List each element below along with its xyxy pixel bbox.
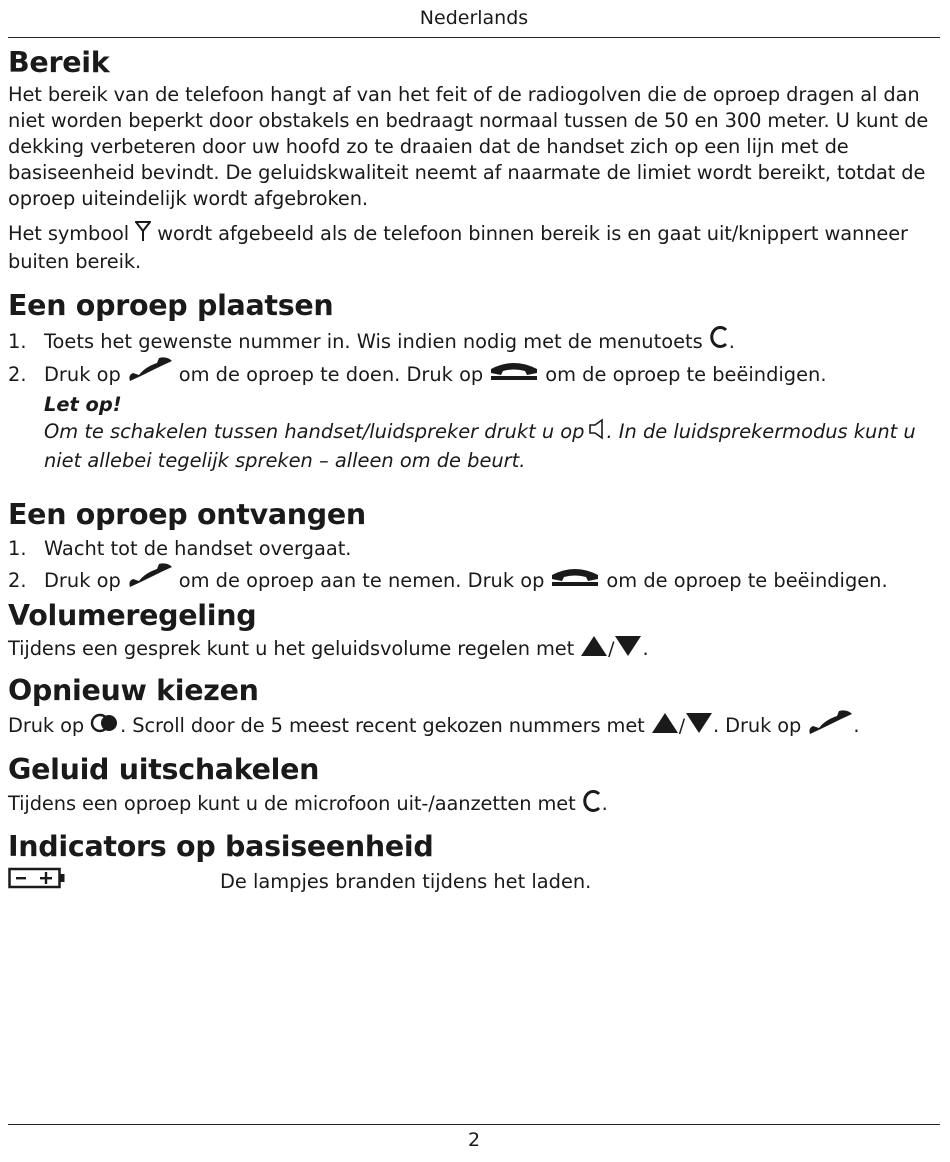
list-item: 1. Wacht tot de handset overgaat. xyxy=(8,537,352,560)
note-box xyxy=(44,391,940,474)
c-key-icon xyxy=(582,789,602,820)
page-footer xyxy=(8,1124,940,1151)
page-number: 2 xyxy=(467,1129,481,1151)
c-key-icon xyxy=(709,325,729,357)
redial-icon xyxy=(90,713,120,740)
note-text: Om te schakelen tussen handset/luidspreker drukt u op . In de luidsprekermodus kunt u niet allebei tegelijk spreken – alleen om de beurt. xyxy=(44,420,916,472)
section-title-bereik: Bereik xyxy=(8,46,110,79)
page-header xyxy=(8,0,940,38)
bereik-symbol-paragraph: Het symbool wordt afgebeeld als de telefoon binnen bereik is en gaat uit/knippert wanneer buiten bereik. xyxy=(8,222,908,273)
volume-text: Tijdens een gesprek kunt u het geluidsvolume regelen met / . xyxy=(8,635,940,664)
list-item: 2. Druk op om de oproep te doen. Druk op om de oproep te beëindigen. xyxy=(8,357,940,391)
section-title-ontvangen: Een oproep ontvangen xyxy=(8,498,366,531)
indicator-row xyxy=(8,866,940,898)
end-call-icon xyxy=(550,565,600,595)
indicator-text: De lampjes branden tijdens het laden. xyxy=(220,870,592,893)
end-call-icon xyxy=(489,359,539,389)
speaker-icon xyxy=(588,418,606,447)
opnieuw-text: Druk op . Scroll door de 5 meest recent gekozen nummers met / . Druk op . xyxy=(8,710,940,743)
section-title-geluid: Geluid uitschakelen xyxy=(8,753,320,786)
bereik-paragraph: Het bereik van de telefoon hangt af van het feit of de radiogolven die de oproep dragen al dan niet worden beperkt door obstakels en bedraagt normaal tussen de 50 en 300 meter. U kunt de dekking verbeteren door uw hoofd zo te draaien dat de handset zich op een lijn met de basiseenheid bevindt. De geluidskwaliteit neemt af naarmate de limiet wordt bereikt, totdat de oproep uiteindelijk wordt afgebroken. xyxy=(8,83,929,210)
section-title-plaatsen: Een oproep plaatsen xyxy=(8,289,334,322)
language-label: Nederlands xyxy=(419,7,529,29)
list-item: 2. Druk op om de oproep aan te nemen. Druk op om de oproep te beëindigen. xyxy=(8,563,940,597)
section-title-indicators: Indicators op basiseenheid xyxy=(8,830,434,863)
note-title: Let op! xyxy=(44,393,122,416)
call-handset-icon xyxy=(127,357,173,391)
call-handset-icon xyxy=(807,710,853,743)
page-content xyxy=(8,44,940,898)
section-title-opnieuw: Opnieuw kiezen xyxy=(8,674,259,707)
geluid-text: Tijdens een oproep kunt u de microfoon uit-/aanzetten met . xyxy=(8,789,940,820)
battery-icon xyxy=(8,866,66,898)
volume-down-icon xyxy=(614,635,642,664)
section-title-volume: Volumeregeling xyxy=(8,599,257,632)
volume-down-icon xyxy=(685,712,713,741)
volume-up-icon xyxy=(651,712,679,741)
list-item: 1. Toets het gewenste nummer in. Wis indien nodig met de menutoets . xyxy=(8,325,940,357)
antenna-icon xyxy=(135,220,151,249)
call-handset-icon xyxy=(127,563,173,597)
volume-up-icon xyxy=(580,635,608,664)
